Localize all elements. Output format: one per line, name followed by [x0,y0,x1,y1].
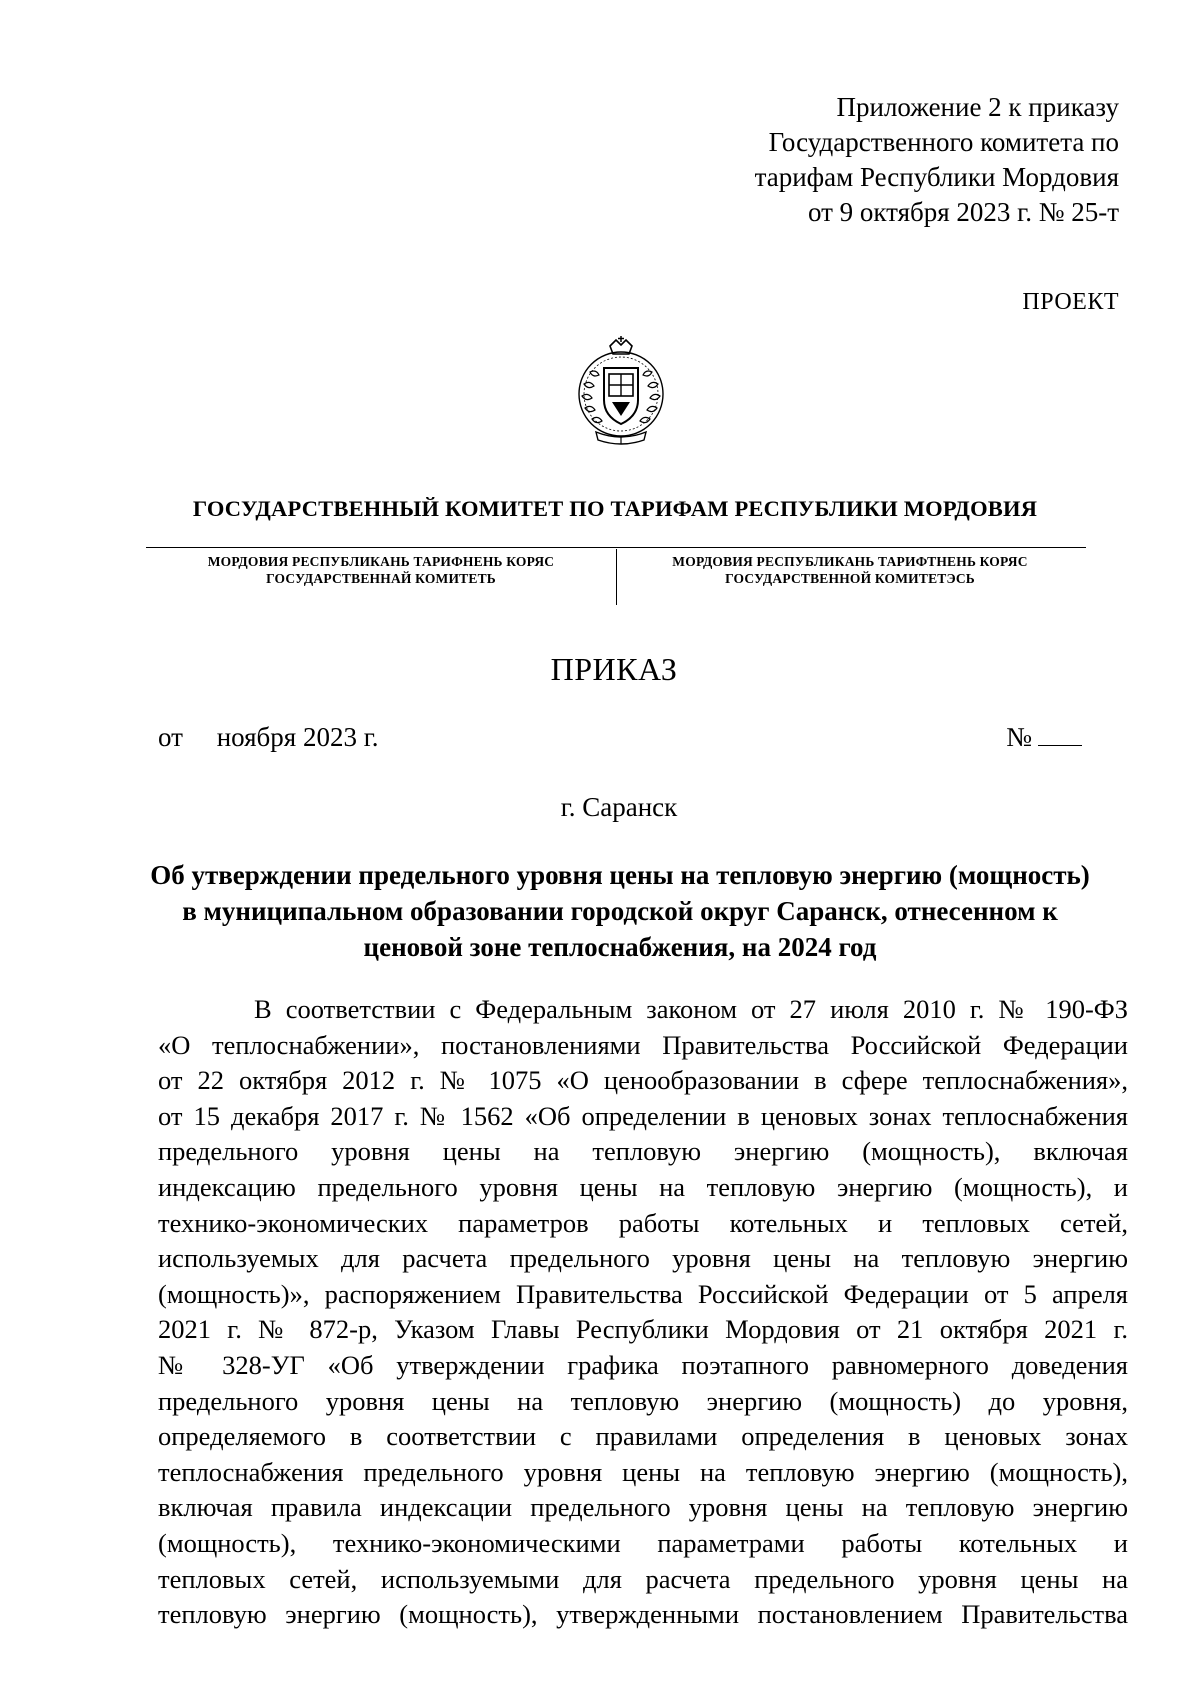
body-line: от 22 октября 2012 г. № 1075 «О ценообразовании в сфере теплоснабжения», [158,1065,1128,1096]
body-line: № 328-УГ «Об утверждении графика поэтапного равномерного доведения [158,1349,1128,1380]
organization-name-line: МОРДОВИЯ РЕСПУБЛИКАНЬ ТАРИФНЕНЬ КОРЯС [207,554,555,569]
organization-name-line: ГОСУДАРСТВЕННОЙ КОМИТЕТЭСЬ [725,571,975,586]
body-line: «О теплоснабжении», постановлениями Правительства Российской Федерации [158,1029,1128,1060]
order-date-prefix: от [158,722,183,752]
header-divider [616,549,617,605]
body-line: предельного уровня цены на тепловую энергию (мощность) до уровня, [158,1385,1128,1416]
organization-name-line: МОРДОВИЯ РЕСПУБЛИКАНЬ ТАРИФТНЕНЬ КОРЯС [672,554,1028,569]
order-date-value: ноября 2023 г. [216,722,379,752]
order-number [1006,720,1082,754]
order-number-label: № [1006,722,1032,752]
subject-line: ценовой зоне теплоснабжения, на 2024 год [363,932,877,962]
order-date [158,720,379,754]
body-line: включая правила индексации предельного уровня цены на тепловую энергию [158,1492,1128,1523]
body-line: теплоснабжения предельного уровня цены на тепловую энергию (мощность), [158,1456,1128,1487]
body-line: тепловых сетей, используемыми для расчета предельного уровня цены на [158,1563,1128,1594]
appendix-line: Приложение 2 к приказу [836,92,1119,122]
body-line: технико-экономических параметров работы котельных и тепловых сетей, [158,1207,1128,1238]
body-line: тепловую энергию (мощность), утвержденными постановлением Правительства [158,1599,1128,1630]
subject-line: Об утверждении предельного уровня цены на тепловую энергию (мощность) [150,860,1090,890]
appendix-note [599,90,1119,230]
subject-line: в муниципальном образовании городской округ Саранск, отнесенном к [182,896,1058,926]
organization-name-line: ГОСУДАРСТВЕННАЙ КОМИТЕТЬ [266,571,496,586]
body-line: предельного уровня цены на тепловую энергию (мощность), включая [158,1136,1128,1167]
organization-name-erzya [630,553,1070,587]
order-number-blank [1038,721,1082,746]
body-line: (мощность)», распоряжением Правительства Российской Федерации от 5 апреля [158,1278,1128,1309]
body-line: (мощность), технико-экономическими параметрами работы котельных и [158,1527,1128,1558]
body-line: 2021 г. № 872-р, Указом Главы Республики Мордовия от 21 октября 2021 г. [158,1314,1128,1345]
appendix-line: тарифам Республики Мордовия [754,162,1119,192]
organization-name-moksha [160,553,602,587]
draft-label: ПРОЕКТ [1022,289,1119,315]
header-rule [146,547,1086,548]
coat-of-arms-icon [566,336,676,448]
organization-title: ГОСУДАРСТВЕННЫЙ КОМИТЕТ ПО ТАРИФАМ РЕСПУБЛИКИ МОРДОВИЯ [192,496,1038,521]
order-subject [150,857,1090,965]
appendix-line: Государственного комитета по [768,127,1119,157]
appendix-line: от 9 октября 2023 г. № 25-т [807,197,1119,227]
order-city: г. Саранск [560,792,678,822]
body-line: от 15 декабря 2017 г. № 1562 «Об определении в ценовых зонах теплоснабжения [158,1100,1128,1131]
body-line: В соответствии с Федеральным законом от 27 июля 2010 г. № 190-ФЗ [254,994,1128,1024]
body-line: индексацию предельного уровня цены на тепловую энергию (мощность), и [158,1171,1128,1202]
body-line: определяемого в соответствии с правилами определения в ценовых зонах [158,1421,1128,1452]
order-body [158,992,1128,1633]
body-line: используемых для расчета предельного уровня цены на тепловую энергию [158,1243,1128,1274]
order-title: ПРИКАЗ [550,651,678,687]
